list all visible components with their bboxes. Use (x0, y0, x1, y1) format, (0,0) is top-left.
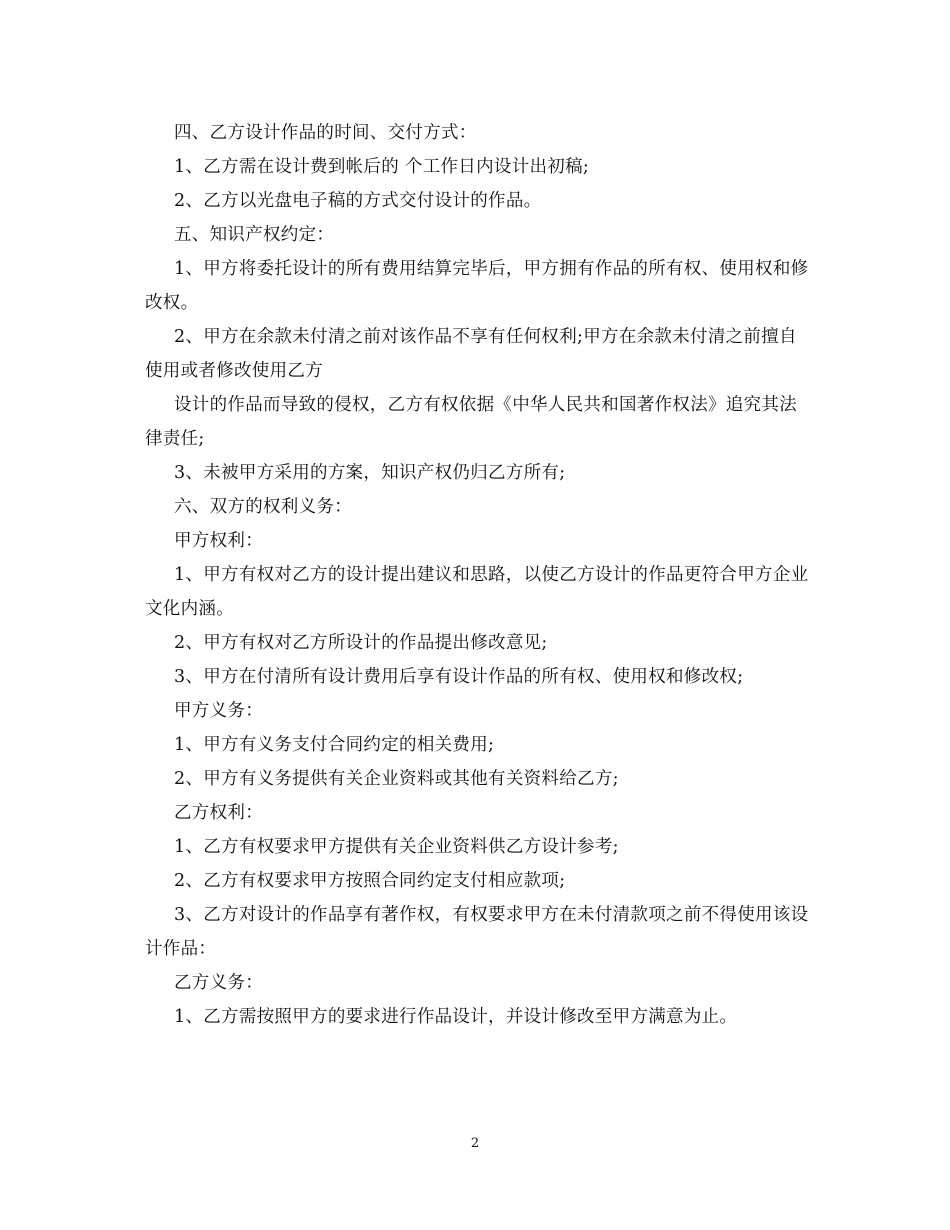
subheading-party-a-obligations: 甲方义务： (174, 701, 263, 721)
paragraph: 2、乙方有权要求甲方按照合同约定支付相应款项; (174, 871, 566, 891)
paragraph: 2、甲方在余款未付清之前对该作品不享有任何权利;甲方在余款未付清之前擅自使用或者修改使用乙方 (145, 327, 797, 381)
section-heading-ip: 五、知识产权约定： (174, 225, 335, 245)
paragraph: 3、甲方在付清所有设计费用后享有设计作品的所有权、使用权和修改权; (174, 667, 744, 687)
paragraph: 1、甲方将委托设计的所有费用结算完毕后，甲方拥有作品的所有权、使用权和修改权。 (145, 259, 809, 313)
subheading-party-b-rights: 乙方权利： (174, 803, 263, 823)
paragraph: 1、乙方需按照甲方的要求进行作品设计，并设计修改至甲方满意为止。 (174, 1007, 738, 1027)
page-number: 2 (470, 1136, 480, 1151)
subheading-party-b-obligations: 乙方义务： (174, 973, 263, 993)
paragraph: 1、甲方有权对乙方的设计提出建议和思路，以使乙方设计的作品更符合甲方企业文化内涵。 (145, 565, 809, 619)
section-heading-delivery: 四、乙方设计作品的时间、交付方式： (174, 123, 477, 143)
paragraph: 2、甲方有权对乙方所设计的作品提出修改意见; (174, 633, 548, 653)
paragraph: 1、甲方有义务支付合同约定的相关费用; (174, 735, 495, 755)
paragraph: 1、乙方有权要求甲方提供有关企业资料供乙方设计参考; (174, 837, 619, 857)
document-body (145, 116, 813, 1034)
paragraph: 3、未被甲方采用的方案，知识产权仍归乙方所有; (174, 463, 566, 483)
paragraph: 3、乙方对设计的作品享有著作权，有权要求甲方在未付清款项之前不得使用该设计作品： (145, 905, 809, 959)
paragraph: 2、乙方以光盘电子稿的方式交付设计的作品。 (174, 191, 542, 211)
paragraph: 2、甲方有义务提供有关企业资料或其他有关资料给乙方; (174, 769, 619, 789)
paragraph: 1、乙方需在设计费到帐后的 个工作日内设计出初稿; (174, 157, 590, 177)
section-heading-rights: 六、双方的权利义务： (174, 497, 352, 517)
paragraph: 设计的作品而导致的侵权，乙方有权依据《中华人民共和国著作权法》追究其法律责任; (145, 395, 797, 449)
subheading-party-a-rights: 甲方权利： (174, 531, 263, 551)
